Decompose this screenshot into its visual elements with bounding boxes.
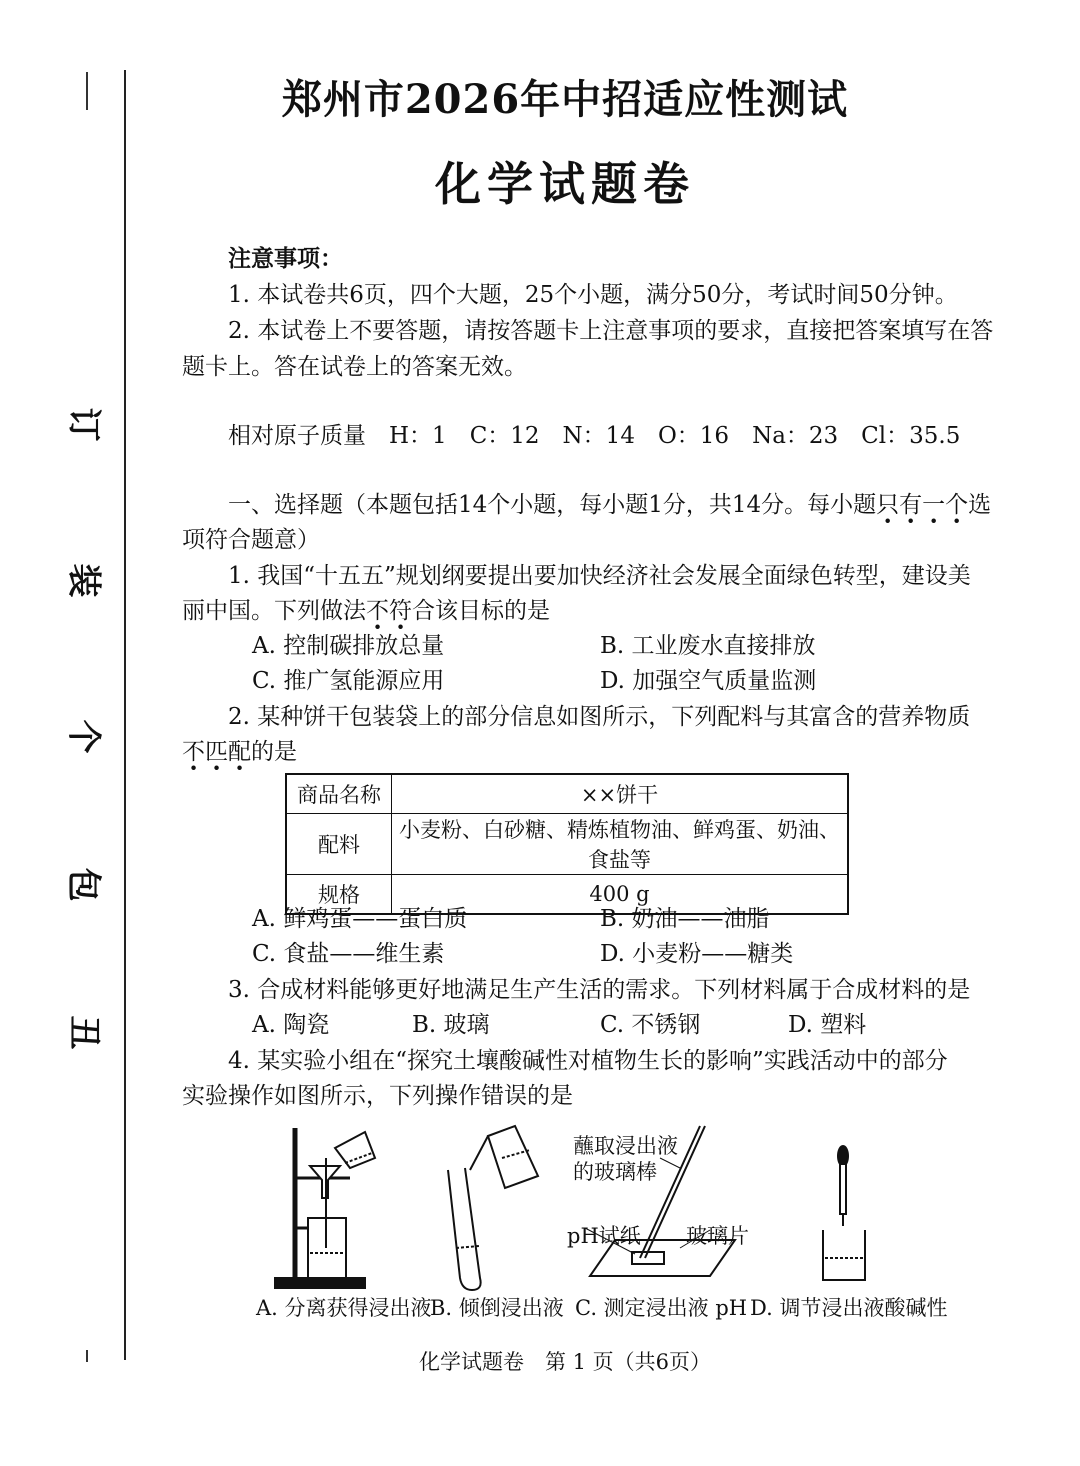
section-heading-text: 一、选择题（本题包括14个小题，每小题1分，共14分。每小题 xyxy=(228,492,877,518)
exam-subtitle: 化学试题卷 xyxy=(435,157,695,211)
emphasis-char: 符 xyxy=(389,598,412,624)
binding-char: 订 xyxy=(63,407,104,442)
table-row xyxy=(286,814,848,875)
q2-option-a: A. 鲜鸡蛋——蛋白质 xyxy=(252,906,468,932)
q2-stem-line1: 2. 某种饼干包装袋上的部分信息如图所示，下列配料与其富含的营养物质 xyxy=(228,704,971,730)
q4-option-c: C. 测定浸出液 pH xyxy=(575,1296,748,1320)
emphasis-char: 有 xyxy=(899,492,923,518)
q3-option-a: A. 陶瓷 xyxy=(252,1012,330,1038)
atomic-mass-line: 相对原子质量 H：1 C：12 N：14 O：16 Na：23 Cl：35.5 xyxy=(228,423,961,449)
label-glass-rod: 蘸取浸出液 xyxy=(573,1134,678,1158)
table-row xyxy=(286,774,848,814)
emphasis-char: 一 xyxy=(922,492,946,518)
q4-stem-line1: 4. 某实验小组在“探究土壤酸碱性对植物生长的影响”实践活动中的部分 xyxy=(228,1048,948,1074)
q2-option-d: D. 小麦粉——糖类 xyxy=(600,941,794,967)
page-footer: 化学试题卷 第 1 页（共6页） xyxy=(418,1350,712,1374)
q3-option-b: B. 玻璃 xyxy=(412,1012,490,1038)
q2-stem-line2 xyxy=(182,737,297,767)
q3-option-d: D. 塑料 xyxy=(788,1012,867,1038)
label-glass-slide: 玻璃片 xyxy=(686,1224,749,1248)
dropper-beaker xyxy=(823,1146,865,1280)
q4-stem-line2: 实验操作如图所示，下列操作错误的是 xyxy=(182,1083,573,1109)
q2-option-b: B. 奶油——油脂 xyxy=(600,906,770,932)
q1-option-b: B. 工业废水直接排放 xyxy=(600,633,816,659)
q3-option-c: C. 不锈钢 xyxy=(600,1012,701,1038)
section-heading-text: 选 xyxy=(968,492,992,518)
table-key: 配料 xyxy=(286,814,392,875)
label-glass-rod: 的玻璃棒 xyxy=(573,1160,657,1184)
product-info-table xyxy=(285,773,849,915)
binding-line xyxy=(124,70,126,1360)
emphasis-char: 不 xyxy=(366,598,389,624)
table-value: 400 g xyxy=(392,875,849,915)
filtration-apparatus xyxy=(275,1128,375,1288)
q1-stem-text: 合该目标的是 xyxy=(412,598,550,624)
section-heading-line2: 项符合题意） xyxy=(182,527,320,553)
table-key: 规格 xyxy=(286,875,392,915)
binding-char: 装 xyxy=(63,563,104,598)
q1-option-c: C. 推广氢能源应用 xyxy=(252,668,445,694)
binding-char: 丑 xyxy=(63,1015,104,1050)
q4-option-a: A. 分离获得浸出液 xyxy=(256,1296,432,1320)
table-key: 商品名称 xyxy=(286,774,392,814)
binding-char: 个 xyxy=(63,719,104,754)
q2-option-c: C. 食盐——维生素 xyxy=(252,941,445,967)
table-value: 小麦粉、白砂糖、精炼植物油、鲜鸡蛋、奶油、食盐等 xyxy=(392,814,849,875)
notice-item-2-line2: 题卡上。答在试卷上的答案无效。 xyxy=(182,354,527,380)
q1-stem-line1: 1. 我国“十五五”规划纲要提出要加快经济社会发展全面绿色转型，建设美 xyxy=(228,563,971,589)
notice-item-2-line1: 2. 本试卷上不要答题，请按答题卡上注意事项的要求，直接把答案填写在答 xyxy=(228,318,994,344)
emphasis-char: 配 xyxy=(228,739,251,765)
table-value: ××饼干 xyxy=(392,774,849,814)
emphasis-char: 个 xyxy=(945,492,969,518)
binding-char: 包 xyxy=(63,867,104,902)
q1-option-a: A. 控制碳排放总量 xyxy=(252,633,445,659)
emphasis-char: 只 xyxy=(876,492,900,518)
exam-title: 郑州市2026年中招适应性测试 xyxy=(281,76,849,123)
notice-heading: 注意事项： xyxy=(228,246,343,272)
q3-stem: 3. 合成材料能够更好地满足生产生活的需求。下列材料属于合成材料的是 xyxy=(228,977,971,1003)
label-ph-paper: pH试纸 xyxy=(567,1224,641,1248)
emphasis-char: 匹 xyxy=(205,739,228,765)
emphasis-char: 不 xyxy=(182,739,205,765)
q1-stem-line2 xyxy=(182,596,550,626)
test-tube-pour xyxy=(448,1126,538,1290)
section-heading xyxy=(228,490,991,520)
q1-option-d: D. 加强空气质量监测 xyxy=(600,668,817,694)
q4-option-b: B. 倾倒浸出液 xyxy=(430,1296,564,1320)
q2-stem-text: 的是 xyxy=(251,739,297,765)
q4-option-d: D. 调节浸出液酸碱性 xyxy=(750,1296,948,1320)
notice-item-1: 1. 本试卷共6页，四个大题，25个小题，满分50分，考试时间50分钟。 xyxy=(228,282,958,308)
q1-stem-text: 丽中国。下列做法 xyxy=(182,598,366,624)
